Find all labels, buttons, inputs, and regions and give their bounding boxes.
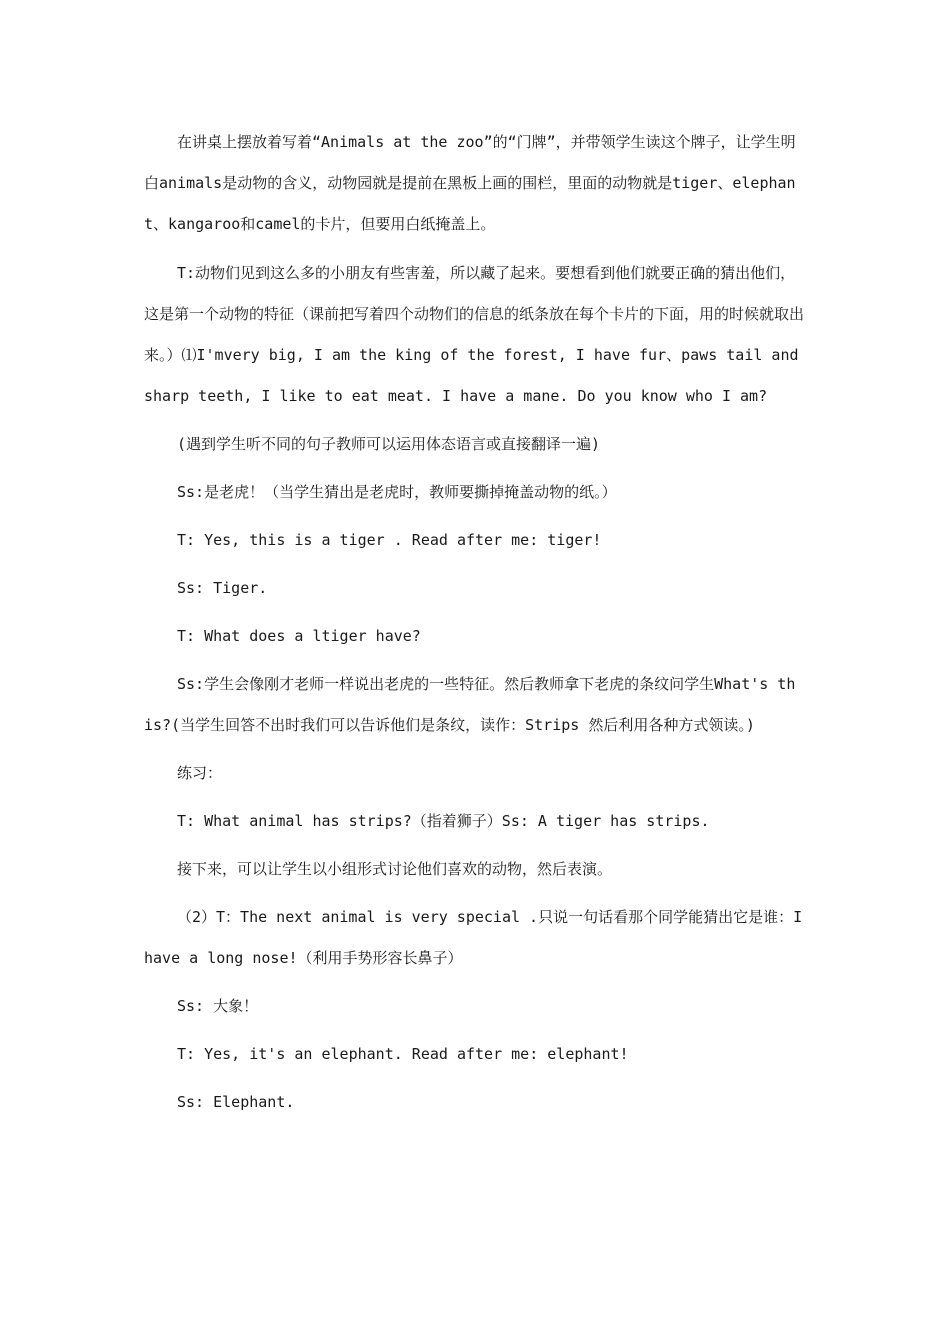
paragraph-students-answer: Ss:是老虎！（当学生猜出是老虎时，教师要撕掉掩盖动物的纸。）	[177, 483, 617, 501]
paragraph-practice-heading: 练习：	[177, 764, 223, 782]
paragraph-second-animal: （2）T：The next animal is very special .只说一句话看那个同学能猜出它是谁：I have a long nose!（利用手势形容长鼻子）	[144, 908, 803, 967]
paragraph-teacher-question: T: What does a ltiger have?	[177, 627, 421, 645]
paragraph-students-features: Ss:学生会像刚才老师一样说出老虎的一些特征。然后教师拿下老虎的条纹问学生What's this?(当学生回答不出时我们可以告诉他们是条纹，读作：Strips 然后利用各种方式领读。)	[144, 675, 796, 734]
paragraph-intro: 在讲桌上摆放着写着“Animals at the zoo”的“门牌”，并带领学生读这个牌子，让学生明白animals是动物的含义，动物园就是提前在黑板上画的围栏，里面的动物就是tiger、elephant、kangaroo和camel的卡片，但要用白纸掩盖上。	[144, 133, 796, 233]
paragraph-teacher-riddle: T:动物们见到这么多的小朋友有些害羞，所以藏了起来。要想看到他们就要正确的猜出他们，这是第一个动物的特征（课前把写着四个动物们的信息的纸条放在每个卡片的下面，用的时候就取出来。）⑴I'mvery big, I am the king of the forest, I have fur、paws tail and sharp teeth, I like to eat meat. I have a mane. Do you know who I am?	[144, 264, 805, 405]
paragraph-students-elephant: Ss: 大象！	[177, 997, 259, 1015]
paragraph-teacher-tiger: T: Yes, this is a tiger . Read after me: tiger!	[177, 531, 602, 549]
paragraph-students-tiger: Ss: Tiger.	[177, 579, 268, 597]
document-body	[144, 122, 804, 1123]
paragraph-teacher-elephant: T: Yes, it's an elephant. Read after me: elephant!	[177, 1045, 629, 1063]
paragraph-group-discussion: 接下来，可以让学生以小组形式讨论他们喜欢的动物，然后表演。	[177, 860, 613, 878]
paragraph-students-repeat: Ss: Elephant.	[177, 1093, 295, 1111]
paragraph-note: (遇到学生听不同的句子教师可以运用体态语言或直接翻译一遍)	[177, 435, 601, 453]
paragraph-practice: T: What animal has strips?（指着狮子）Ss: A tiger has strips.	[177, 812, 710, 830]
